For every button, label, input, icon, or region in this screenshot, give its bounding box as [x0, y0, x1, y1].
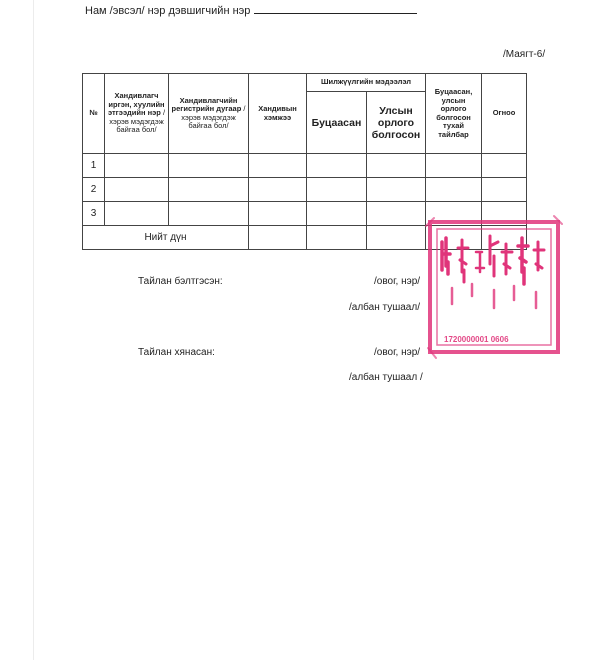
- candidate-name-line: [85, 4, 417, 17]
- cell-date: [482, 178, 527, 202]
- cell-explanation: [426, 178, 482, 202]
- cell-returned: [307, 202, 367, 226]
- cell-donor-name: [105, 178, 169, 202]
- row-number: 3: [83, 202, 105, 226]
- col-header-donor-name: Хандивлагч иргэн, хуулийн этгээдийн нэр /хэрэв мэдэгдэж байгаа бол/: [105, 74, 169, 154]
- cell-total-returned: [307, 226, 367, 250]
- cell-amount: [249, 154, 307, 178]
- col-header-donor-register: Хандивлагчийн регистрийн дугаар /хэрэв мэдэгдэж байгаа бол/: [169, 74, 249, 154]
- cell-returned: [307, 178, 367, 202]
- col-header-explanation: Буцаасан, улсын орлого болгосон тухай тайлбар: [426, 74, 482, 154]
- checked-position-field: /албан тушаал /: [349, 372, 423, 383]
- total-label: Нийт дүн: [83, 226, 249, 250]
- table-row: [83, 154, 527, 178]
- cell-donor-name: [105, 202, 169, 226]
- col-header-returned: Буцаасан: [307, 92, 367, 154]
- prepared-name-field: /овог, нэр/: [374, 276, 421, 287]
- col-header-date: Огноо: [482, 74, 527, 154]
- col-header-transfer-info: Шилжүүлгийн мэдээлэл: [307, 74, 426, 92]
- form-code: /Маягт-6/: [503, 49, 546, 60]
- cell-returned: [307, 154, 367, 178]
- candidate-name-blank: [254, 4, 417, 14]
- page-edge: [33, 0, 34, 660]
- cell-state-income: [367, 202, 426, 226]
- row-number: 2: [83, 178, 105, 202]
- cell-donor-register: [169, 154, 249, 178]
- cell-amount: [249, 202, 307, 226]
- cell-total-state-income: [367, 226, 426, 250]
- col-header-amount: Хандивын хэмжээ: [249, 74, 307, 154]
- cell-amount: [249, 178, 307, 202]
- cell-date: [482, 154, 527, 178]
- stamp-number: 1720000001 0606: [444, 335, 509, 344]
- cell-donor-register: [169, 178, 249, 202]
- col-header-state-income: Улсын орлого болгосон: [367, 92, 426, 154]
- checked-name-field: /овог, нэр/: [374, 347, 421, 358]
- cell-donor-register: [169, 202, 249, 226]
- cell-state-income: [367, 154, 426, 178]
- cell-explanation: [426, 154, 482, 178]
- official-stamp: [424, 212, 564, 360]
- cell-state-income: [367, 178, 426, 202]
- candidate-name-label: Нам /эвсэл/ нэр дэвшигчийн нэр: [85, 5, 251, 17]
- cell-total-amount: [249, 226, 307, 250]
- prepared-by-label: Тайлан бэлтгэсэн:: [138, 276, 223, 287]
- row-number: 1: [83, 154, 105, 178]
- cell-donor-name: [105, 154, 169, 178]
- checked-by-label: Тайлан хянасан:: [138, 347, 215, 358]
- col-header-number: №: [83, 74, 105, 154]
- table-row: [83, 178, 527, 202]
- prepared-position-field: /албан тушаал/: [349, 302, 420, 313]
